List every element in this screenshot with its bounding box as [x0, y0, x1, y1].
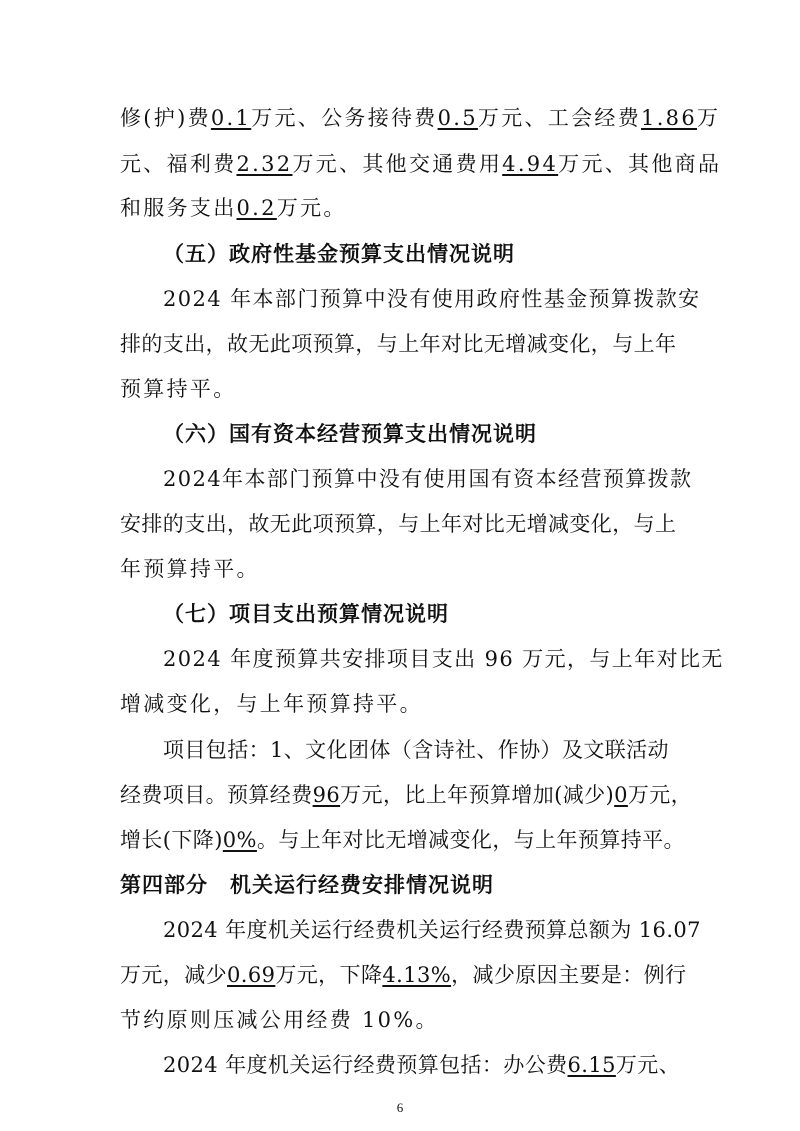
section-heading-6: （六）国有资本经营预算支出情况说明 — [163, 422, 537, 446]
text-run: ，减少原因主要是：例行 — [451, 963, 687, 987]
paragraph-line: 2024 年本部门预算中没有使用政府性基金预算拨款安 — [163, 287, 701, 311]
underlined-value: 2.32 — [236, 152, 293, 176]
underlined-value: 4.94 — [502, 152, 559, 176]
paragraph-line — [120, 961, 687, 989]
text-run: 经费项目。预算经费 — [120, 783, 313, 807]
text-line — [120, 194, 680, 222]
text-run: 万元、其他商品 — [558, 152, 722, 176]
paragraph-line: 节约原则压减公用经费 10%。 — [120, 1008, 439, 1032]
underlined-value: 0.2 — [236, 196, 277, 220]
text-run: 万元、 — [615, 1053, 681, 1077]
text-run: 万元、其他交通费用 — [292, 152, 503, 176]
paragraph-line — [120, 826, 685, 854]
text-run: 万元， — [627, 783, 693, 807]
paragraph-line — [120, 781, 693, 809]
text-run: 万元、公务接待费 — [251, 106, 438, 130]
underlined-value: 0.5 — [437, 106, 478, 130]
underlined-value: 1.86 — [641, 106, 697, 130]
underlined-value: 0.69 — [227, 963, 276, 987]
text-run: 2024 年度机关运行经费预算包括：办公费 — [163, 1053, 568, 1077]
text-run: 修(护)费 — [120, 106, 211, 130]
text-line — [120, 150, 722, 178]
paragraph-line: 项目包括：1、文化团体（含诗社、作协）及文联活动 — [163, 738, 669, 762]
section-heading-5: （五）政府性基金预算支出情况说明 — [163, 242, 515, 266]
underlined-value: 0 — [614, 783, 628, 807]
text-run: 万元。 — [276, 196, 347, 220]
text-run: 万元，下降 — [275, 963, 383, 987]
text-run: 万 — [697, 106, 721, 130]
text-run: 万元，减少 — [120, 963, 227, 987]
paragraph-line — [163, 1051, 680, 1079]
page-number: 6 — [396, 1100, 404, 1115]
paragraph-line: 排的支出，故无此项预算，与上年对比无增减变化，与上年 — [120, 332, 677, 356]
paragraph-line: 安排的支出，故无此项预算，与上年对比无增减变化，与上 — [120, 512, 677, 536]
paragraph-line: 年预算持平。 — [120, 557, 260, 581]
part-heading-4: 第四部分 机关运行经费安排情况说明 — [120, 873, 494, 897]
paragraph-line: 2024 年度预算共安排项目支出 96 万元，与上年对比无 — [163, 647, 724, 671]
underlined-value: 0.1 — [210, 106, 252, 130]
text-run: 。与上年对比无增减变化，与上年预算持平。 — [256, 828, 685, 852]
paragraph-line: 2024年本部门预算中没有使用国有资本经营预算拨款 — [163, 467, 693, 491]
text-run: 增长(下降) — [120, 828, 223, 852]
text-line — [120, 104, 721, 132]
text-run: 元、福利费 — [120, 152, 237, 176]
text-run: 万元，比上年预算增加(减少) — [340, 783, 615, 807]
paragraph-line: 2024 年度机关运行经费机关运行经费预算总额为 16.07 — [163, 918, 701, 942]
text-run: 和服务支出 — [120, 196, 237, 220]
text-run: 万元、工会经费 — [477, 106, 642, 130]
underlined-value: 6.15 — [567, 1053, 616, 1077]
underlined-value: 0% — [222, 828, 257, 852]
underlined-value: 96 — [312, 783, 341, 807]
section-heading-7: （七）项目支出预算情况说明 — [163, 602, 449, 626]
underlined-value: 4.13% — [382, 963, 452, 987]
paragraph-line: 增减变化，与上年预算持平。 — [120, 692, 423, 716]
paragraph-line: 预算持平。 — [120, 377, 237, 401]
